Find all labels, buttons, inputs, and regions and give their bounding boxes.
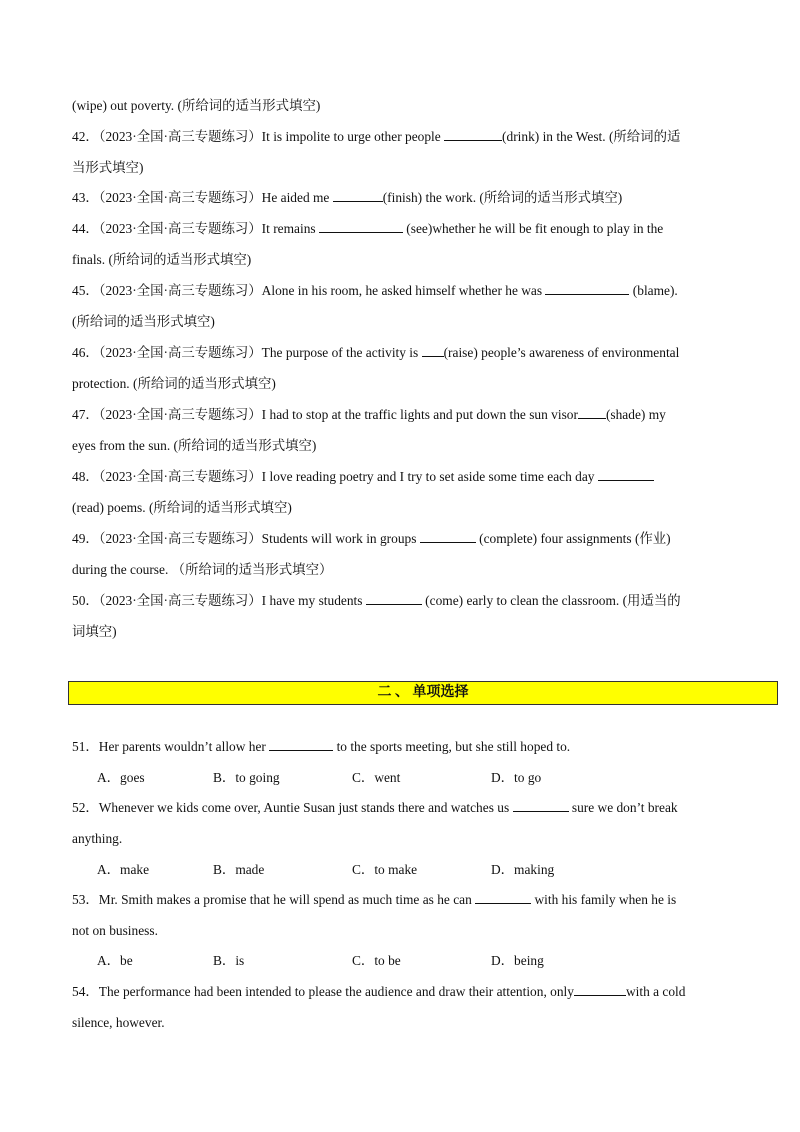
answer-blank[interactable] — [422, 344, 444, 357]
question-52-cont — [72, 830, 122, 848]
question-51 — [72, 738, 570, 756]
question-54-cont — [72, 1014, 165, 1032]
text: with his family when he is — [531, 892, 677, 907]
text: 49．（2023·全国·高三专题练习）Students will work in groups — [72, 531, 420, 546]
question-47 — [72, 406, 666, 424]
option-c[interactable]: C．to be — [352, 953, 401, 968]
option-a[interactable]: A．be — [97, 953, 133, 968]
text: 53．Mr. Smith makes a promise that he will spend as much time as he can — [72, 892, 476, 907]
text: 43．（2023·全国·高三专题练习）He aided me — [72, 190, 333, 205]
text: 47．（2023·全国·高三专题练习）I had to stop at the traffic lights and put down the sun visor — [72, 407, 578, 422]
answer-blank[interactable] — [545, 282, 629, 295]
question-42-cont — [72, 159, 143, 177]
text: anything. — [72, 831, 123, 846]
text: 48．（2023·全国·高三专题练习）I love reading poetry and I try to set aside some time each day — [72, 469, 598, 484]
text: eyes from the sun. (所给词的适当形式填空) — [72, 438, 317, 453]
question-46-cont — [72, 375, 276, 393]
answer-blank[interactable] — [420, 530, 476, 543]
question-49 — [72, 530, 671, 548]
text: (finish) the work. (所给词的适当形式填空) — [382, 190, 623, 205]
text: during the course. （所给词的适当形式填空） — [72, 562, 333, 577]
text: 词填空) — [72, 624, 117, 639]
text: 51．Her parents wouldn’t allow her — [72, 739, 270, 754]
text: (raise) people’s awareness of environmental — [443, 345, 680, 360]
text: protection. (所给词的适当形式填空) — [72, 376, 276, 391]
text: (blame). — [629, 283, 678, 298]
text: (come) early to clean the classroom. (用适当的 — [421, 593, 681, 608]
option-d[interactable]: D．making — [491, 862, 555, 877]
text: 52．Whenever we kids come over, Auntie Susan just stands there and watches us — [72, 800, 513, 815]
text: 46．（2023·全国·高三专题练习）The purpose of the activity is — [72, 345, 422, 360]
answer-blank[interactable] — [475, 891, 531, 904]
question-41-tail — [72, 97, 320, 115]
question-50 — [72, 592, 681, 610]
text: sure we don’t break — [568, 800, 678, 815]
question-54 — [72, 983, 685, 1001]
text: 50．（2023·全国·高三专题练习）I have my students — [72, 593, 366, 608]
text: 42．（2023·全国·高三专题练习）It is impolite to urge other people — [72, 129, 445, 144]
section-title: 二 、 单项选择 — [377, 685, 469, 700]
text: not on business. — [72, 923, 158, 938]
section-header — [68, 681, 778, 705]
question-50-cont — [72, 623, 117, 641]
option-b[interactable]: B．to going — [213, 770, 280, 785]
question-53-cont — [72, 922, 158, 940]
question-49-cont — [72, 561, 332, 579]
option-d[interactable]: D．to go — [491, 770, 542, 785]
text: (see)whether he will be fit enough to play in the — [402, 221, 664, 236]
text: (所给词的适当形式填空) — [72, 314, 215, 329]
question-47-cont — [72, 437, 316, 455]
answer-blank[interactable] — [598, 468, 654, 481]
text: finals. (所给词的适当形式填空) — [72, 252, 252, 267]
text: (complete) four assignments (作业) — [475, 531, 671, 546]
text: 45．（2023·全国·高三专题练习）Alone in his room, he asked himself whether he was — [72, 283, 546, 298]
option-c[interactable]: C．went — [352, 770, 401, 785]
text: 54．The performance had been intended to please the audience and draw their attention, only — [72, 984, 574, 999]
question-46 — [72, 344, 679, 362]
text: with a cold — [625, 984, 686, 999]
option-b[interactable]: B．is — [213, 953, 245, 968]
text: (read) poems. (所给词的适当形式填空) — [72, 500, 292, 515]
text: 44．（2023·全国·高三专题练习）It remains — [72, 221, 319, 236]
option-a[interactable]: A．goes — [97, 770, 145, 785]
question-53 — [72, 891, 676, 909]
question-42 — [72, 128, 680, 146]
answer-blank[interactable] — [578, 406, 606, 419]
question-45 — [72, 282, 678, 300]
answer-blank[interactable] — [513, 799, 569, 812]
text: (wipe) out poverty. (所给词的适当形式填空) — [72, 98, 321, 113]
option-d[interactable]: D．being — [491, 953, 544, 968]
answer-blank[interactable] — [269, 738, 333, 751]
option-b[interactable]: B．made — [213, 862, 265, 877]
question-45-cont — [72, 313, 215, 331]
option-c[interactable]: C．to make — [352, 862, 418, 877]
question-44 — [72, 220, 663, 238]
option-a[interactable]: A．make — [97, 862, 150, 877]
question-44-cont — [72, 251, 251, 269]
text: 当形式填空) — [72, 160, 144, 175]
question-43 — [72, 189, 622, 207]
text: to the sports meeting, but she still hoped to. — [333, 739, 571, 754]
answer-blank[interactable] — [366, 592, 422, 605]
answer-blank[interactable] — [574, 983, 626, 996]
answer-blank[interactable] — [333, 189, 383, 202]
text: silence, however. — [72, 1015, 165, 1030]
question-52 — [72, 799, 678, 817]
answer-blank[interactable] — [444, 128, 502, 141]
text: (shade) my — [605, 407, 666, 422]
answer-blank[interactable] — [319, 220, 403, 233]
question-48-cont — [72, 499, 292, 517]
text: (drink) in the West. (所给词的适 — [502, 129, 681, 144]
question-48 — [72, 468, 654, 486]
